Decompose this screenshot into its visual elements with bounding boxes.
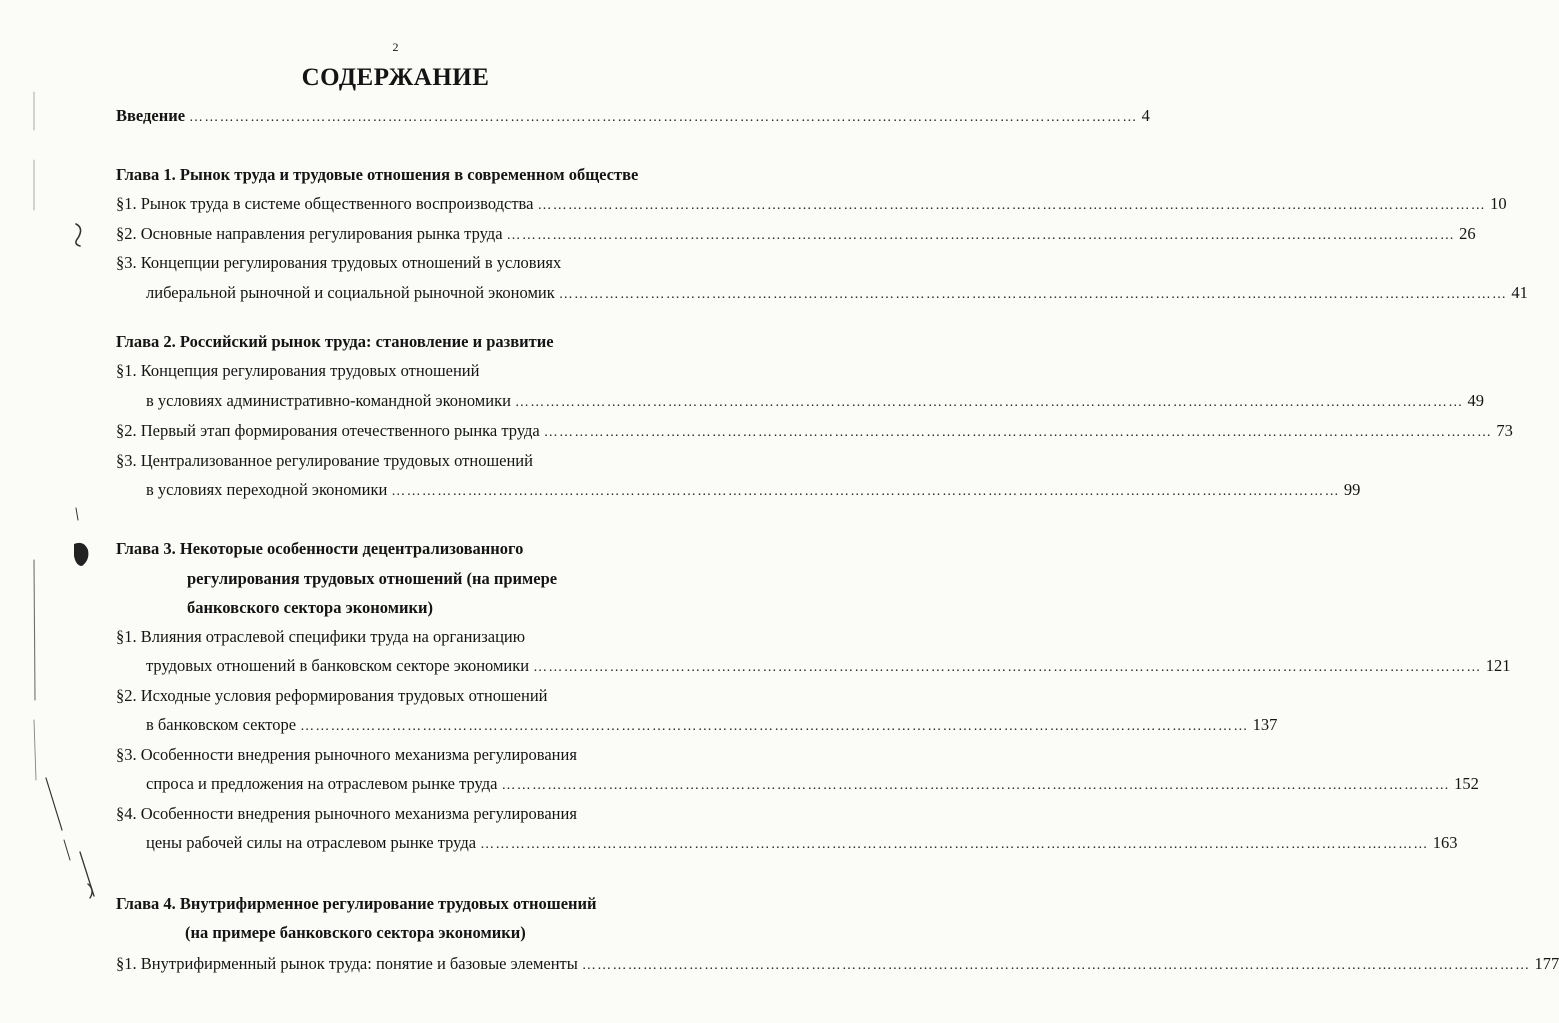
toc-page-number: 26 — [1459, 224, 1476, 243]
toc-entry-ch3-s2 — [146, 714, 1278, 738]
toc-entry-label: §2. Первый этап формирования отечественного рынка труда — [116, 421, 540, 440]
dot-leader: …………………………………………………………………………………………………………………………………………………………………… — [537, 198, 1487, 213]
toc-entry-ch3-s1-line1: §1. Влияния отраслевой специфики труда на организацию — [116, 627, 526, 646]
toc-entry-label: §1. Внутрифирменный рынок труда: понятие и базовые элементы — [116, 954, 578, 973]
toc-entry-label: в условиях переходной экономики — [146, 480, 388, 499]
toc-entry-ch3-s4-line1: §4. Особенности внедрения рыночного механизма регулирования — [116, 804, 577, 823]
toc-page-number: 41 — [1511, 283, 1528, 302]
chapter-1-title: Глава 1. Рынок труда и трудовые отношения в современном обществе — [116, 165, 639, 184]
toc-entry-label: трудовых отношений в банковском секторе экономики — [146, 656, 530, 675]
scan-artifact-marks — [0, 0, 110, 1023]
toc-entry-label: §2. Основные направления регулирования рынка труда — [116, 224, 503, 243]
toc-page-number: 49 — [1467, 391, 1485, 410]
toc-entry-label: либеральной рыночной и социальной рыночной экономик — [146, 283, 555, 302]
page-number: 2 — [392, 40, 399, 54]
dot-leader: …………………………………………………………………………………………………………………………………………………………………… — [391, 484, 1340, 499]
toc-entry-label: в условиях административно-командной экономики — [146, 391, 511, 410]
toc-page-number: 99 — [1343, 480, 1361, 499]
dot-leader: …………………………………………………………………………………………………………………………………………………………………… — [581, 958, 1531, 973]
toc-entry-label: Введение — [116, 106, 186, 125]
chapter-2-title: Глава 2. Российский рынок труда: становление и развитие — [116, 332, 554, 351]
toc-entry-ch2-s3 — [146, 479, 1361, 503]
toc-page-number: 10 — [1490, 194, 1507, 213]
toc-page-number: 163 — [1432, 833, 1458, 852]
dot-leader: …………………………………………………………………………………………………………………………………………………………………… — [514, 395, 1464, 410]
toc-entry-ch2-s1-line1: §1. Концепция регулирования трудовых отношений — [116, 361, 480, 380]
dot-leader: …………………………………………………………………………………………………………………………………………………………………… — [189, 110, 1138, 125]
toc-entry-ch3-s3-line1: §3. Особенности внедрения рыночного механизма регулирования — [116, 745, 577, 764]
dot-leader: …………………………………………………………………………………………………………………………………………………………………… — [506, 228, 1456, 243]
toc-entry-label: §1. Рынок труда в системе общественного воспроизводства — [116, 194, 534, 213]
dot-leader: …………………………………………………………………………………………………………………………………………………………………… — [543, 425, 1493, 440]
toc-entry-ch2-s3-line1: §3. Централизованное регулирование трудовых отношений — [116, 451, 533, 470]
toc-entry-ch4-s1 — [116, 953, 1559, 977]
toc-entry-ch1-s2 — [116, 223, 1476, 247]
chapter-4-title: Глава 4. Внутрифирменное регулирование трудовых отношений — [116, 894, 597, 913]
toc-entry-ch3-s2-line1: §2. Исходные условия реформирования трудовых отношений — [116, 686, 548, 705]
chapter-4-title-line2: (на примере банковского сектора экономики) — [185, 923, 526, 942]
toc-entry-label: спроса и предложения на отраслевом рынке труда — [146, 774, 498, 793]
page-title: СОДЕРЖАНИЕ — [301, 64, 490, 91]
toc-page-number: 152 — [1454, 774, 1479, 793]
dot-leader: …………………………………………………………………………………………………………………………………………………………………… — [501, 778, 1451, 793]
toc-page-number: 4 — [1141, 106, 1150, 125]
chapter-3-title-line2: регулирования трудовых отношений (на примере — [187, 569, 558, 588]
chapter-3-title: Глава 3. Некоторые особенности децентрализованного — [116, 539, 524, 558]
toc-entry-ch3-s3 — [146, 773, 1479, 797]
dot-leader: …………………………………………………………………………………………………………………………………………………………………… — [480, 837, 1429, 852]
dot-leader: …………………………………………………………………………………………………………………………………………………………………… — [558, 287, 1508, 302]
toc-page-number: 177 — [1534, 954, 1559, 973]
toc-entry-ch2-s2 — [116, 420, 1513, 444]
dot-leader: …………………………………………………………………………………………………………………………………………………………………… — [533, 660, 1482, 675]
chapter-3-title-line3: банковского сектора экономики) — [187, 598, 433, 617]
toc-entry-label: в банковском секторе — [146, 715, 297, 734]
toc-entry-intro — [116, 105, 1150, 129]
toc-entry-ch3-s4 — [146, 832, 1458, 856]
toc-page-number: 137 — [1252, 715, 1278, 734]
toc-entry-ch1-s3 — [146, 282, 1528, 306]
toc-entry-label: цены рабочей силы на отраслевом рынке труда — [146, 833, 477, 852]
toc-entry-ch1-s1 — [116, 193, 1507, 217]
toc-entry-ch1-s3-line1: §3. Концепции регулирования трудовых отношений в условиях — [116, 253, 562, 272]
dot-leader: …………………………………………………………………………………………………………………………………………………………………… — [300, 719, 1249, 734]
toc-page-number: 121 — [1485, 656, 1511, 675]
toc-page-number: 73 — [1496, 421, 1513, 440]
ink-blot-icon — [74, 543, 88, 566]
toc-entry-ch2-s1 — [146, 390, 1485, 414]
toc-entry-ch3-s1 — [146, 655, 1511, 679]
